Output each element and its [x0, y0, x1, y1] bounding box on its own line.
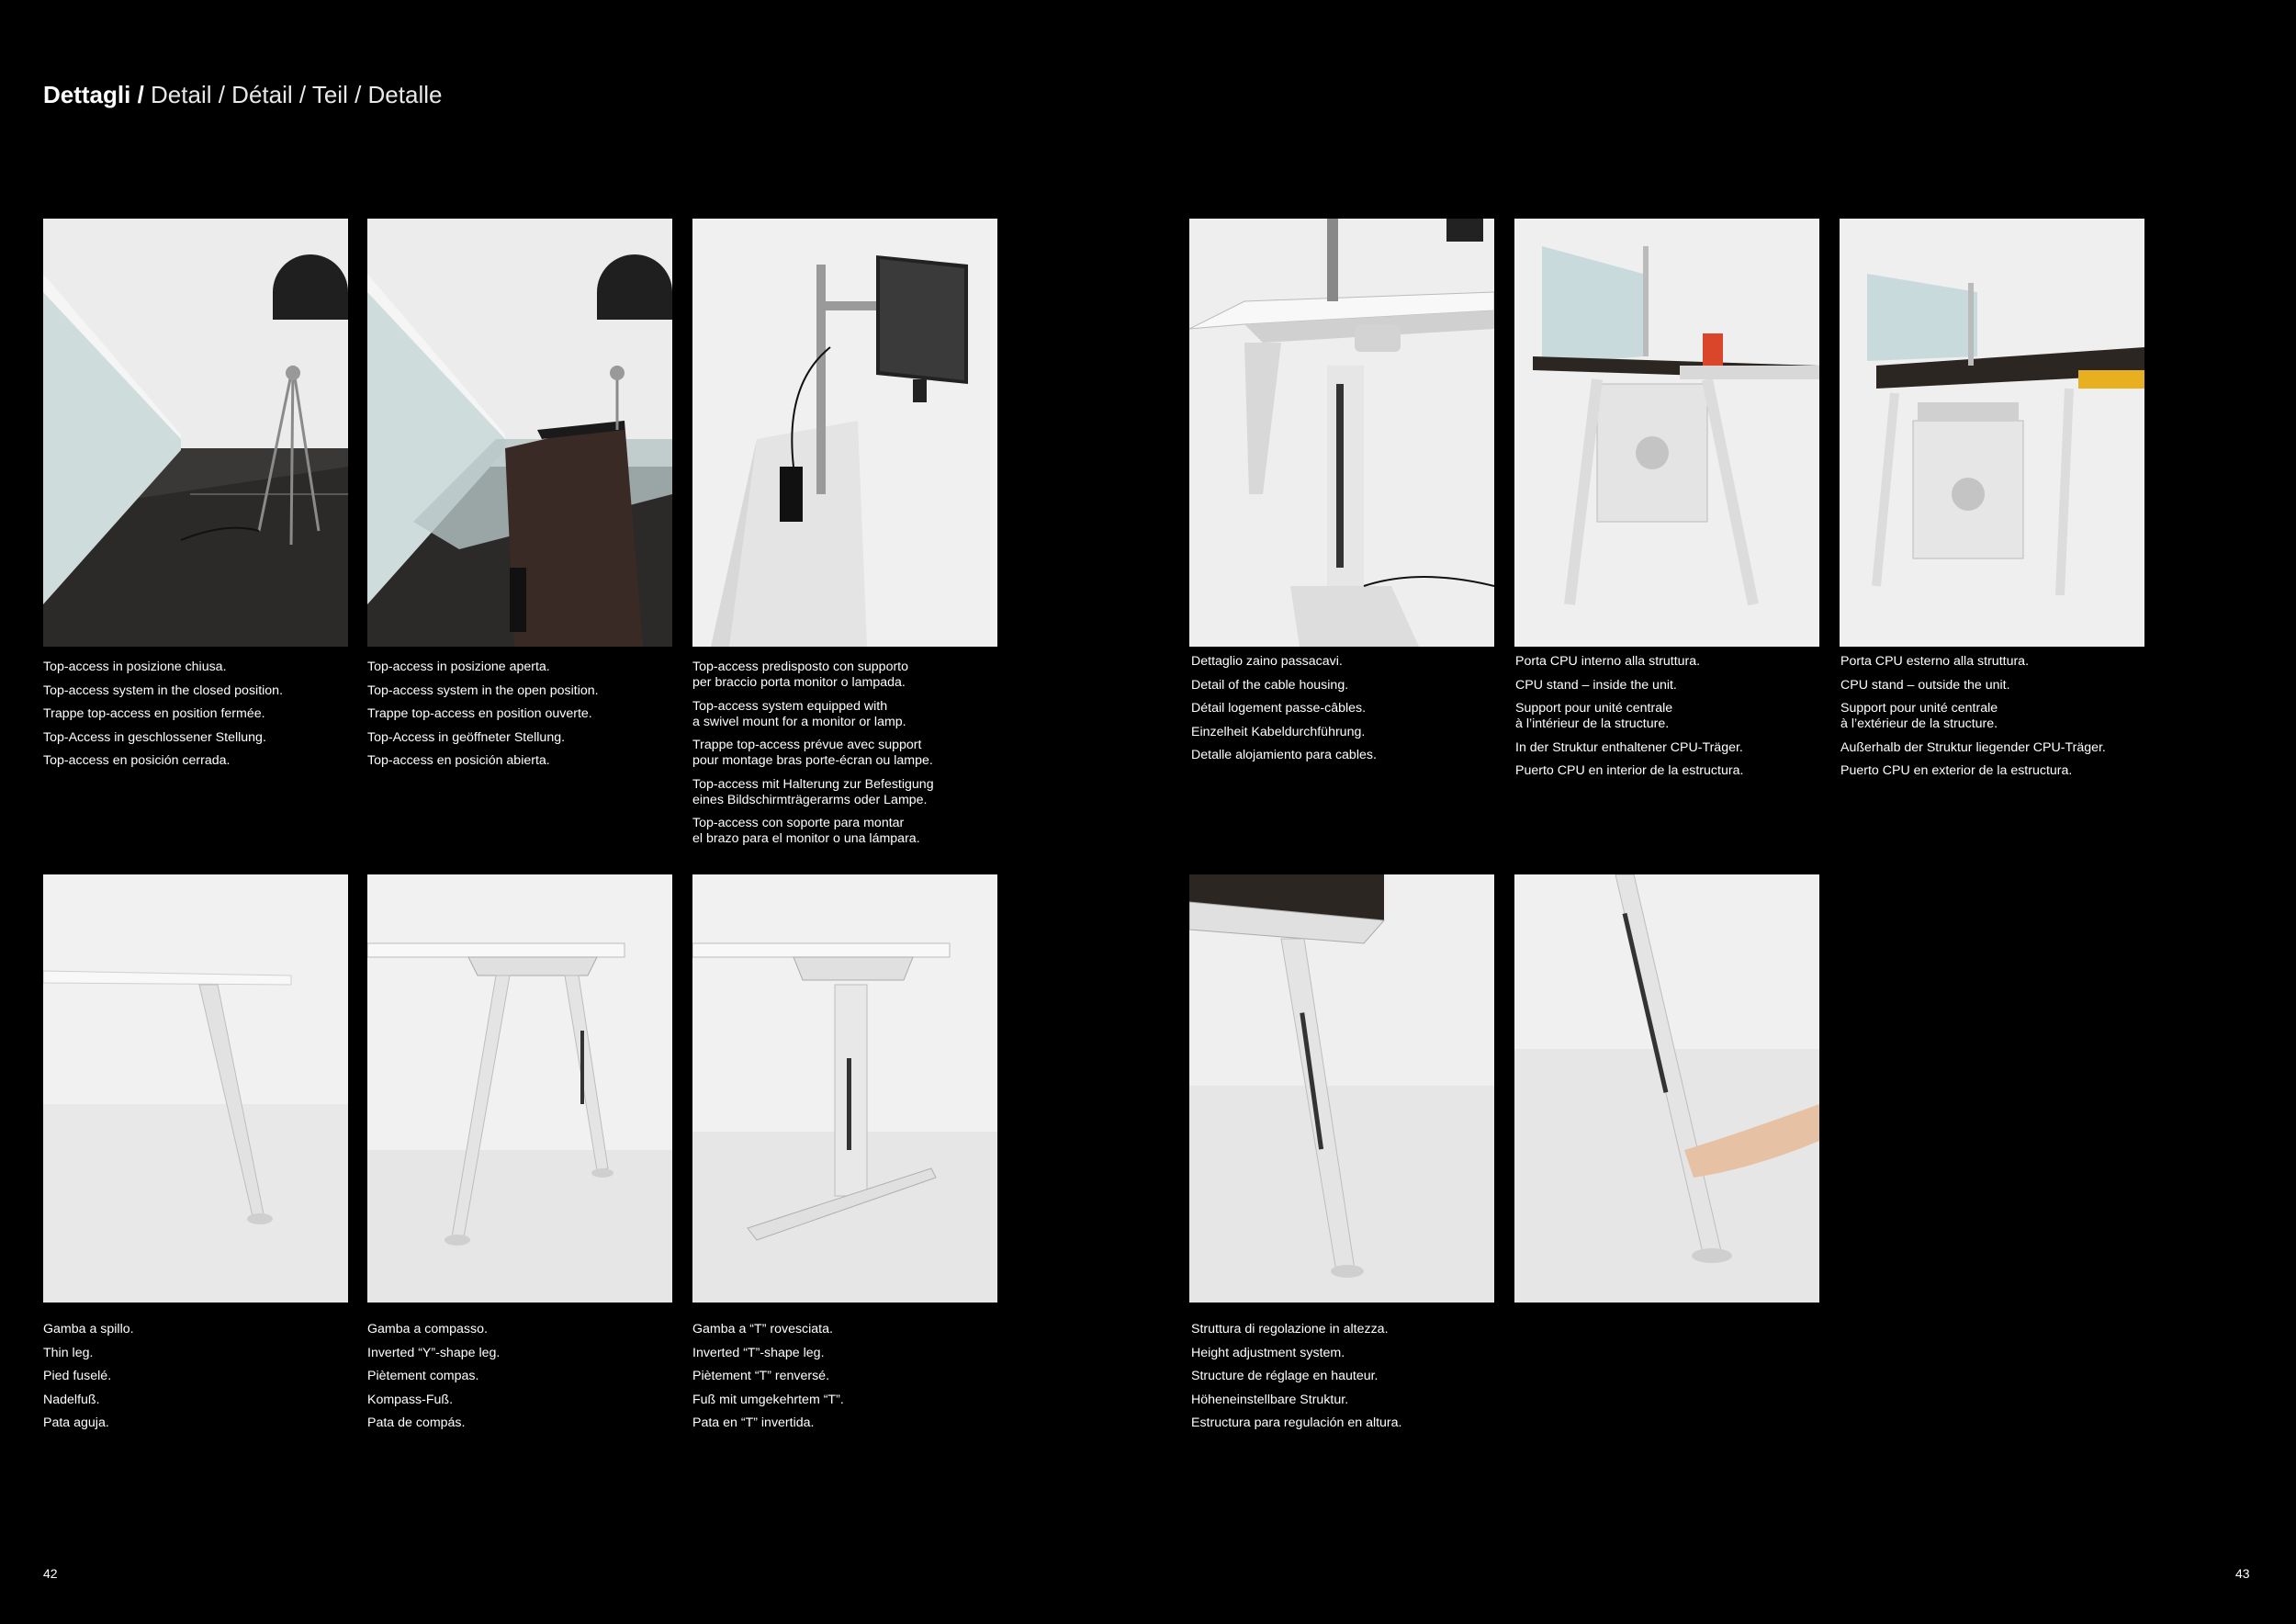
caption-line: Structure de réglage en hauteur.: [1191, 1369, 1379, 1383]
caption-line: In der Struktur enthaltener CPU-Träger.: [1515, 739, 1743, 755]
caption-line: Top-access in posizione aperta.: [367, 660, 550, 674]
caption-compass-leg: [367, 1322, 661, 1439]
photo-leg-adjustment-hand: [1514, 874, 1819, 1303]
caption-line: Piètement compas.: [367, 1369, 479, 1383]
photo-t-leg: [692, 874, 997, 1303]
caption-line: Top-access con soporte para montar el brazo para el monitor o una lámpara.: [692, 816, 920, 846]
caption-line: Puerto CPU en exterior de la estructura.: [1840, 763, 2073, 778]
caption-line: Pata de compás.: [367, 1415, 466, 1430]
caption-line: Top-access system equipped with a swivel mount for a monitor or lamp.: [692, 698, 906, 729]
caption-line: Pied fuselé.: [43, 1369, 112, 1383]
caption-line: Top-Access in geöffneter Stellung.: [367, 729, 566, 745]
photo-top-access-monitor-mount: [692, 219, 997, 647]
caption-t-leg: [692, 1322, 986, 1439]
caption-line: Puerto CPU en interior de la estructura.: [1515, 763, 1744, 778]
photo-cable-housing: [1189, 219, 1494, 647]
caption-thin-leg: [43, 1322, 337, 1439]
caption-line: Top-access mit Halterung zur Befestigung eines Bildschirmträgerarms oder Lampe.: [692, 776, 934, 807]
caption-line: Détail logement passe-câbles.: [1191, 701, 1367, 716]
caption-line: Kompass-Fuß.: [367, 1392, 454, 1407]
caption-line: Pata aguja.: [43, 1415, 109, 1430]
caption-height-adjustment: [1191, 1322, 1485, 1439]
caption-line: Inverted “T”-shape leg.: [692, 1345, 825, 1360]
caption-line: Gamba a “T” rovesciata.: [692, 1322, 833, 1336]
photo-top-access-closed: [43, 219, 348, 647]
caption-line: Piètement “T” renversé.: [692, 1369, 830, 1383]
caption-cpu-outside: [1840, 654, 2134, 787]
caption-cable-housing: [1191, 654, 1485, 772]
caption-top-access-closed: [43, 660, 337, 777]
title-italian: Dettagli /: [43, 81, 144, 108]
caption-line: Dettaglio zaino passacavi.: [1191, 654, 1343, 669]
caption-line: Inverted “Y”-shape leg.: [367, 1345, 501, 1360]
title-translations: Detail / Détail / Teil / Detalle: [151, 81, 443, 108]
caption-line: Einzelheit Kabeldurchführung.: [1191, 724, 1366, 739]
caption-line: Top-access en posición abierta.: [367, 753, 550, 768]
caption-line: Top-access en posición cerrada.: [43, 753, 231, 768]
caption-line: Nadelfuß.: [43, 1392, 100, 1407]
caption-line: Porta CPU esterno alla struttura.: [1840, 654, 2030, 669]
caption-line: Top-access system in the open position.: [367, 682, 599, 698]
caption-line: Trappe top-access en position ouverte.: [367, 706, 592, 721]
photo-cpu-stand-outside: [1840, 219, 2144, 647]
page-number-left: 42: [43, 1566, 58, 1581]
caption-line: Top-access system in the closed position.: [43, 682, 284, 698]
caption-line: Top-Access in geschlossener Stellung.: [43, 729, 266, 745]
caption-line: Gamba a spillo.: [43, 1322, 134, 1336]
caption-top-access-monitor: [692, 660, 986, 855]
photo-thin-leg: [43, 874, 348, 1303]
caption-line: Porta CPU interno alla struttura.: [1515, 654, 1701, 669]
caption-line: Support pour unité centrale à l’intérieur de la structure.: [1515, 701, 1673, 731]
page-title: [43, 81, 442, 109]
caption-cpu-inside: [1515, 654, 1809, 787]
caption-line: Höheneinstellbare Struktur.: [1191, 1392, 1349, 1407]
caption-line: Pata en “T” invertida.: [692, 1415, 815, 1430]
caption-line: Außerhalb der Struktur liegender CPU-Träger.: [1840, 739, 2106, 755]
caption-line: Trappe top-access en position fermée.: [43, 706, 265, 721]
caption-line: Fuß mit umgekehrtem “T”.: [692, 1392, 844, 1407]
caption-line: CPU stand – outside the unit.: [1840, 677, 2010, 693]
caption-line: Detail of the cable housing.: [1191, 677, 1349, 693]
caption-line: Detalle alojamiento para cables.: [1191, 748, 1377, 762]
photo-cpu-stand-inside: [1514, 219, 1819, 647]
caption-top-access-open: [367, 660, 661, 777]
caption-line: Support pour unité centrale à l’extérieur de la structure.: [1840, 701, 1998, 731]
caption-line: Struttura di regolazione in altezza.: [1191, 1322, 1389, 1336]
caption-line: Trappe top-access prévue avec support pour montage bras porte-écran ou lampe.: [692, 738, 933, 768]
caption-line: CPU stand – inside the unit.: [1515, 677, 1677, 693]
caption-line: Height adjustment system.: [1191, 1345, 1345, 1360]
page-number-right: 43: [2235, 1566, 2250, 1581]
caption-line: Estructura para regulación en altura.: [1191, 1415, 1402, 1430]
caption-line: Top-access in posizione chiusa.: [43, 660, 227, 674]
caption-line: Gamba a compasso.: [367, 1322, 488, 1336]
photo-top-access-open: [367, 219, 672, 647]
caption-line: Top-access predisposto con supporto per braccio porta monitor o lampada.: [692, 660, 909, 690]
photo-height-adjustment: [1189, 874, 1494, 1303]
photo-compass-leg: [367, 874, 672, 1303]
caption-line: Thin leg.: [43, 1345, 94, 1360]
